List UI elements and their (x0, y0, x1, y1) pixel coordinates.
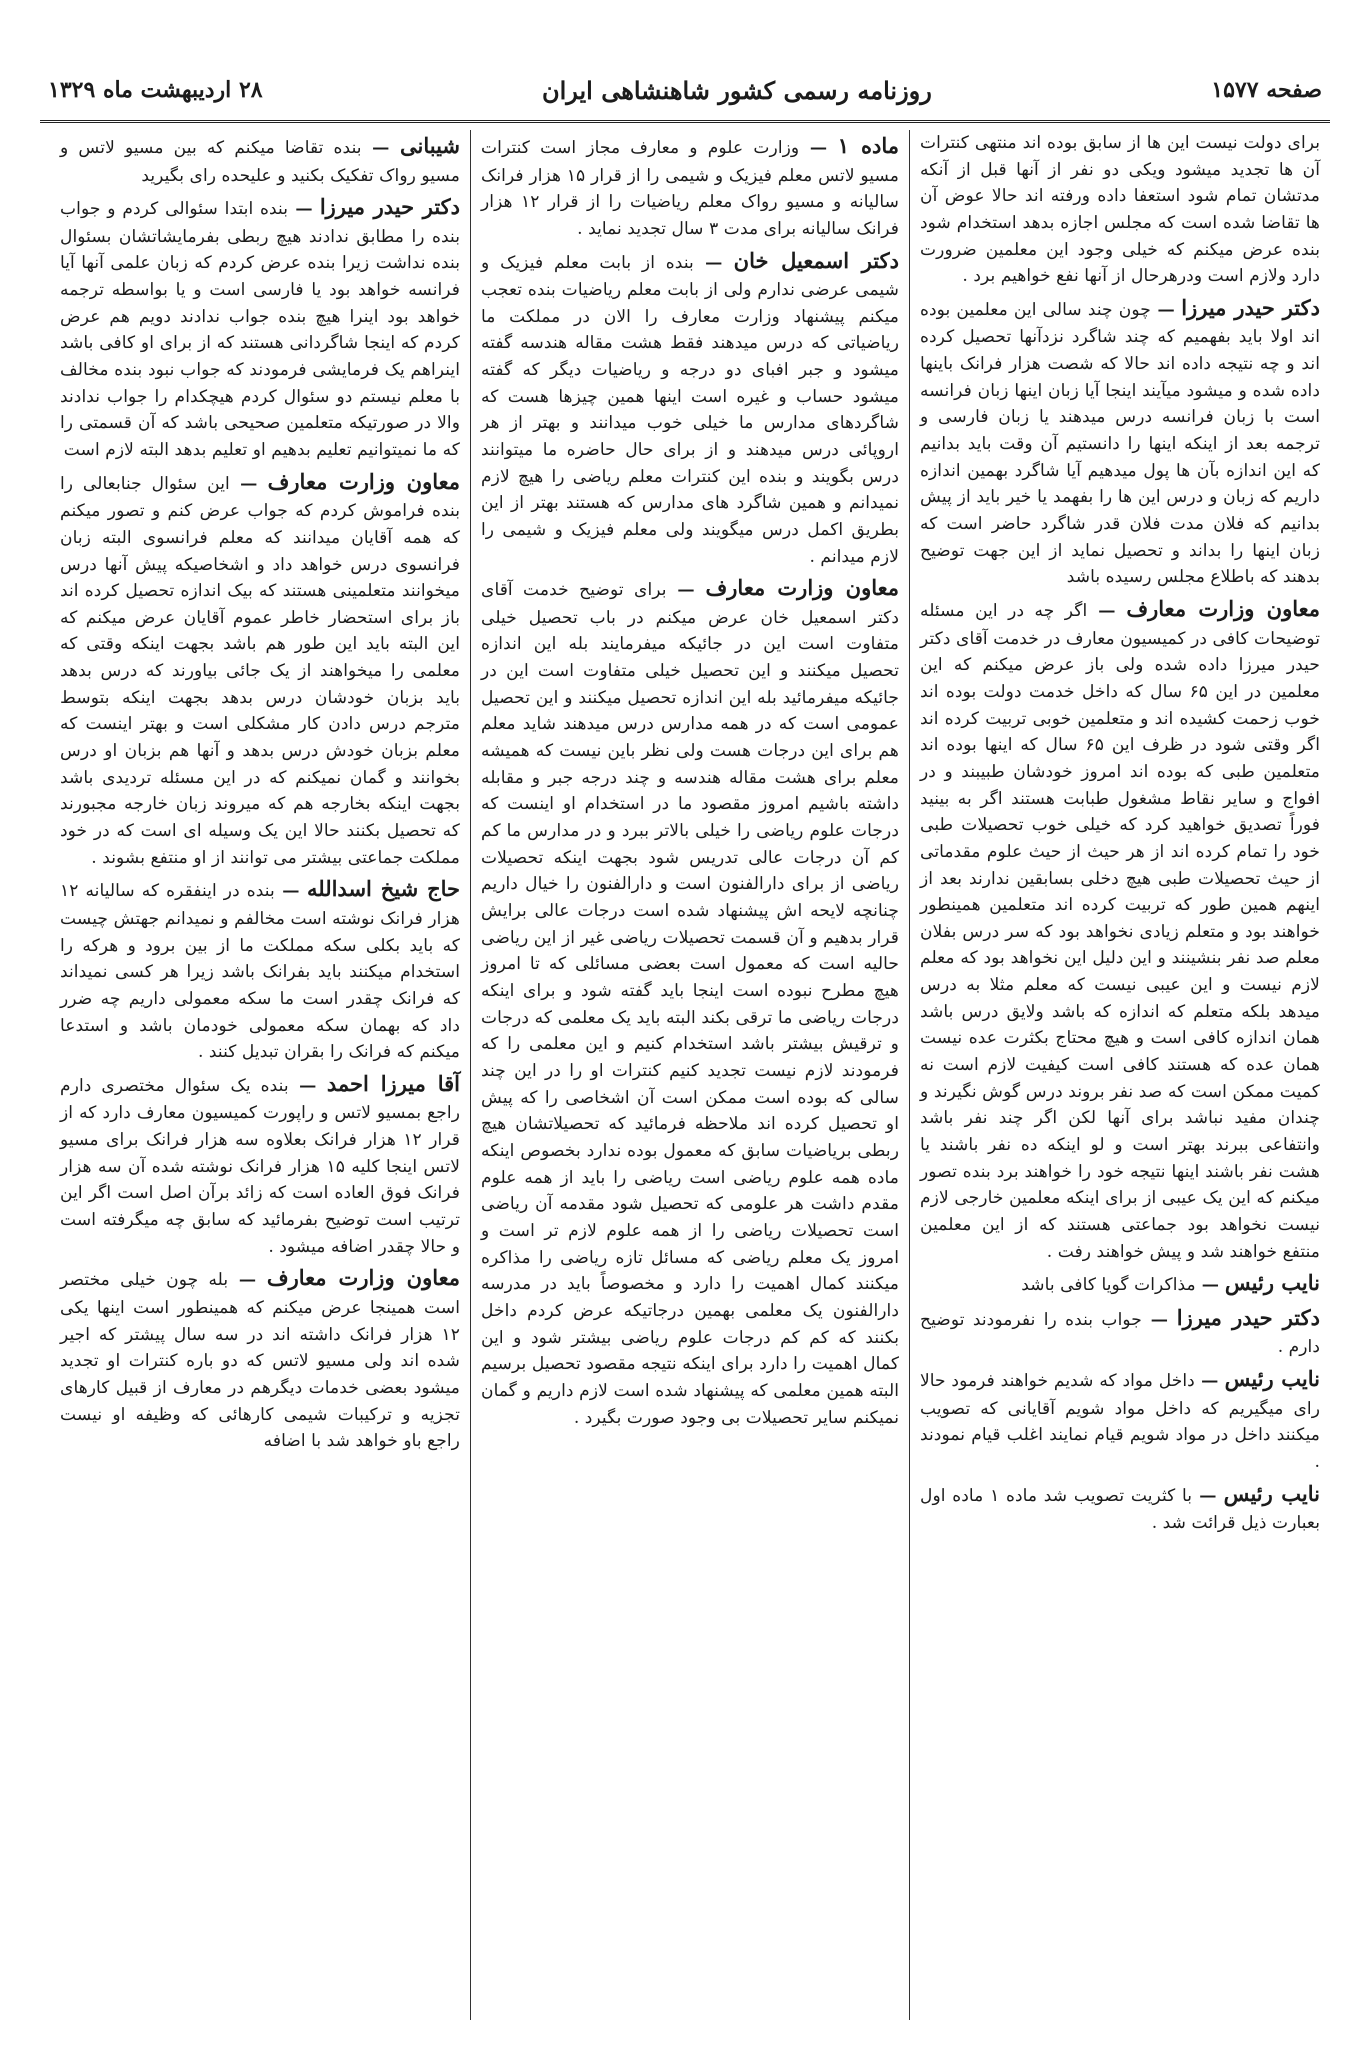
speaker-name: دکتر حیدر میرزا (1176, 1304, 1320, 1330)
speaker-name: حاج شیخ اسدالله (306, 876, 461, 902)
speech-text: برای دولت نیست این ها از سابق بوده اند منتهی کنترات آن ها تجدید میشود ویکی دو نفر از آنها قبل از آنکه مدتشان تمام شود استعفا داده ورفته اند حالا عوض آن ها تقاضا شده است که مجلس اجازه بدهد استخدام شود بنده عرض میکنم که خیلی وجود این معلمین ضرورت دارد ولازم است ودرهرحال از آنها نفع خواهیم برد . (920, 133, 1320, 287)
speech-text: برای توضیح خدمت آقای دکتر اسمعیل خان عرض میکنم در باب تحصیل خیلی متفاوت است این در جائیکه میفرمایند بله این اندازه تحصیل میکنند و این تحصیل خیلی متفاوت است این در جائیکه میفرمائید بله این اندازه تحصیل میکنند و این تحصیل عمومی است که در همه مدارس درس میدهند شاید معلم هم برای این درجات هست ولی نظر باین نیست که همیشه معلم برای هشت مقاله هندسه و چند درجه جبر و مقابله داشته باشیم امروز مقصود ما در استخدام او اینست که درجات علوم ریاضی را خیلی بالاتر ببرد و در مدارس ما کم کم آن درجات عالی تدریس شود بجهت اینکه تحصیلات ریاضی از برای دارالفنون است و دارالفنون را خیال داریم چنانچه لایحه اش پیشنهاد شده است درجات عالی برایش قرار بدهیم و آن قسمت تحصیلات ریاضی غیر از این ریاضی حالیه است که معمول است بعضی مسائلی که تا امروز هیچ مطرح نبوده است اینجا باید گفته شود و برای اینکه درجات ریاضی ما ترقی بکند البته باید یک معلمی که درجات و ترقیش بیشتر باشد استخدام کنیم و این معلمی را که فرمودند لازم نیست تجدید کنیم کنترات او را در این چند سالی که بوده است ممکن است آن اشخاصی را که پیش او تحصیل کرده اند ملاحظه فرمائید که تحصیلاتشان هیچ ربطی بریاضیات سابق که معمول بوده ندارد بخصوص اینکه ماده همه علوم ریاضی است ریاضی را باید از همه علوم مقدم داشت هر علومی که تحصیل شود مقدمه آن ریاضی است تحصیلات ریاضی را از همه علوم لازم تر است و امروز یک معلم ریاضی که مسائل تازه ریاضی را مذاکره میکنند کمال اهمیت را دارد و مخصوصاً باید در مدرسه دارالفنون یک معلمی بهمین درجاتیکه عرض کردم داخل بکنند که کم کم درجات علوم ریاضی بیشتر شود و این کمال اهمیت را دارد برای اینکه نتیجه مقصود تحصیل برسیم البته همین معلمی که پیشنهاد شده است لازم داریم و گمان نمیکنم سایر تحصیلات بی وجود صورت بگیرد . (481, 580, 899, 1428)
paragraph: معاون وزارت معارف — اگر چه در این مسئله توضیحات کافی در کمیسیون معارف در خدمت آقای دکتر حیدر میرزا داده شده ولی باز عرض میکنم که این معلمین در این ۶۵ سال که داخل خدمت دولت بوده اند خوب زحمت کشیده اند و متعلمین خوبی تربیت کرده اند اگر وقتی شود در ظرف این ۶۵ سال که اینها بوده اند متعلمین طبی که بوده اند امروز خودشان طبیبند و در افواج و سایر نقاط مشغول طبابت هستند اگر به بینید فوراً تصدیق خواهید کرد که خیلی خوب تحصیلات طبی خود را تمام کرده اند از هر حیث از حیث علوم مقدماتی از حیث تحصیلات طبی هیچ دخلی بسابقین ندارند بعد از اینهم همین طور که تربیت کرده اند متعلمین همینطور خواهند بود و متعلم زیادی نخواهد بود که سر درس بفلان معلم صد نفر بنشینند و این دلیل این نخواهد بود که معلم لازم نیست و این عیبی نیست که معلم مثلا به درس میدهد بلکه متعلم که اندازه که باشد ولایق درس باشد همان اندازه کافی است و هیچ محتاج بکثرت عده نیست همان عده که هستند کافی است کیفیت لازم است نه کمیت ممکن است که صد نفر بروند درس گوش نگیرند و چندان مفید نباشد برای آنها لکن اگر چند نفر باشد وانتفاعی ببرند بهتر است و لو اینکه ده نفر باشند یا هشت نفر باشند اینها نتیجه خود را خواهند برد بنده تصور میکنم که این یک عیبی از برای اینکه معلمین خارجی لازم نیست نخواهد بود جماعتی هستند که از این معلمین منتفع خواهند شد و پیش خواهند رفت . (920, 596, 1320, 1262)
speech-text: اگر چه در این مسئله توضیحات کافی در کمیسیون معارف در خدمت آقای دکتر حیدر میرزا داده شده ولی باز عرض میکنم که این معلمین در این ۶۵ سال که داخل خدمت دولت بوده اند خوب زحمت کشیده اند و متعلمین خوبی تربیت کرده اند اگر وقتی شود در ظرف این ۶۵ سال که اینها بوده اند متعلمین طبی که بوده اند امروز خودشان طبیبند و در افواج و سایر نقاط مشغول طبابت هستند اگر به بینید فوراً تصدیق خواهید کرد که خیلی خوب تحصیلات طبی خود را تمام کرده اند از هر حیث از حیث علوم مقدماتی از حیث تحصیلات طبی هیچ دخلی بسابقین ندارند بعد از اینهم همین طور که تربیت کرده اند متعلمین همینطور خواهند بود و متعلم زیادی نخواهد بود که سر درس بفلان معلم صد نفر بنشینند و این دلیل این نخواهد بود که معلم لازم نیست و این عیبی نیست که معلم مثلا به درس میدهد بلکه متعلم که اندازه که باشد ولایق درس باشد همان اندازه کافی است و هیچ محتاج بکثرت عده نیست همان عده که هستند کافی است کیفیت لازم است نه کمیت ممکن است که صد نفر بروند درس گوش نگیرند و چندان مفید نباشد برای آنها لکن اگر چند نفر باشد وانتفاعی ببرند بهتر است و لو اینکه ده نفر باشند یا هشت نفر باشند اینها نتیجه خود را خواهند برد بنده تصور میکنم که این یک عیبی از برای اینکه معلمین خارجی لازم نیست نخواهد بود جماعتی هستند که از این معلمین منتفع خواهند شد و پیش خواهند رفت . (920, 601, 1320, 1262)
page-header (40, 60, 1330, 123)
speech-text: بنده از بابت معلم فیزیک و شیمی عرضی ندارم ولی از بابت معلم ریاضیات بنده تعجب میکنم پیشنهاد وزارت معارف را الان در مملکت ما ریاضیاتی که درس میدهند فقط هشت مقاله هندسه گفته میشود و جبر افبای دو درجه و ریاضیات دیگر که گفته میشود حساب و غیره است اینها همین چیزها هست که شاگردهای مدارس ما خیلی خوب میدانند و بهتر از هر اروپائی درس میدهند و از برای حال حاضره ما میتوانند درس بگویند و بنده این کنترات معلم ریاضی را هیچ لازم نمیدانم و همین شاگرد های مدارس که هستند بهتر از این بطریق اکمل درس میگویند ولی معلم فیزیک و شیمی را لازم میدانم . (481, 252, 899, 567)
paragraph: دکتر حیدر میرزا — جواب بنده را نفرمودند توضیح دارم . (920, 1304, 1320, 1358)
paragraph: دکتر حیدر میرزا — بنده ابتدا سئوالی کردم و جواب بنده را مطابق ندادند هیچ ربطی بفرمایشاتشان بسئوال بنده نداشت زیرا بنده عرض کردم که زبان علمی آنها آیا فرانسه خواهد بود یا فارسی است و یا بواسطه ترجمه خواهد بود اینرا هیچ بنده جواب ندادند دویم هم عرض کردم که اینجا شاگردانی هستند که از برای او کافی باشد اینراهم یک فرمایشی فرمودند که جواب نبود بنده مخالف با معلم نیستم دو سئوال کردم هیچکدام را جواب ندادند والا در صورتیکه متعلمین صحیحی باشد که آن قسمتی را که ما نمیتوانیم تعلیم بدهیم او تعلیم بدهد البته لازم است (60, 194, 461, 460)
paragraph: ماده ۱ — وزارت علوم و معارف مجاز است کنترات مسیو لاتس معلم فیزیک و شیمی را از قرار ۱۵ هزار فرانک سالیانه و مسیو رواک معلم ریاضیات را از قرار ۱۲ هزار فرانک سالیانه برای مدت ۳ سال تجدید نماید . (481, 133, 900, 239)
speaker-name: شیبانی (399, 133, 461, 158)
column-left (50, 130, 470, 2020)
speaker-name: دکتر اسمعیل خان (733, 247, 899, 273)
page-number: صفحه ۱۵۷۷ (1211, 77, 1322, 103)
newspaper-title: روزنامه رسمی کشور شاهنشاهی ایران (541, 75, 932, 105)
speech-text: وزارت علوم و معارف مجاز است کنترات مسیو لاتس معلم فیزیک و شیمی را از قرار ۱۵ هزار فرانک سالیانه و مسیو رواک معلم ریاضیات را از قرار ۱۲ هزار فرانک سالیانه برای مدت ۳ سال تجدید نماید . (481, 138, 899, 239)
speech-text: با کثریت تصویب شد ماده ۱ ماده اول بعبارت ذیل قرائت شد . (920, 1485, 1320, 1534)
speech-text: چون چند سالی این معلمین بوده اند اولا باید بفهمیم که چند شاگرد نزدآنها تحصیل کرده اند و چه نتیجه داده اند حالا که شصت هزار فرانک باینها داده شده و میشود میآیند اینجا آیا زبان اینها زبان فرانسه است با زبان فرانسه درس میدهند یا زبان فارسی و ترجمه بعد از اینکه اینها را دانستیم آن وقت باید بدانیم که این اندازه بآن ها پول میدهیم آیا شاگرد بهمین اندازه داریم که زبان و درس این ها را بفهمد یا خیر باید از پیش بدانیم که فلان مدت فلان قدر شاگرد حاضر است که زبان اینها را بداند و تحصیل نماید از این جهت توضیح بدهند که باطلاع مجلس رسیده باشد (920, 299, 1320, 588)
speech-text: بنده ابتدا سئوالی کردم و جواب بنده را مطابق ندادند هیچ ربطی بفرمایشاتشان بسئوال بنده نداشت زیرا بنده عرض کردم که زبان علمی آنها آیا فرانسه خواهد بود یا فارسی است و یا بواسطه ترجمه خواهد بود اینرا هیچ بنده جواب ندادند دویم هم عرض کردم که اینجا شاگردانی هستند که از برای او کافی باشد اینراهم یک فرمایشی فرمودند که جواب نبود بنده مخالف با معلم نیستم دو سئوال کردم هیچکدام را جواب ندادند والا در صورتیکه متعلمین صحیحی باشد که آن قسمتی را که ما نمیتوانیم تعلیم بدهیم او تعلیم بدهد البته لازم است (60, 199, 460, 460)
speaker-name: معاون وزارت معارف (266, 1265, 460, 1291)
gazette-page (40, 60, 1330, 2020)
speech-text: بنده یک سئوال مختصری دارم راجع بمسیو لاتس و راپورت کمیسیون معارف دارد که از قرار ۱۲ هزار فرانک بعلاوه سه هزار فرانک برای مسیو لاتس اینجا کلیه ۱۵ هزار فرانک نوشته شده آن سه هزار فرانک فوق العاده است که زائد برآن اصل است اگر این ترتیب است توضیح بفرمائید که سابق چه میگرفته است و حالا چقدر اضافه میشود . (60, 1075, 460, 1257)
paragraph: نایب رئیس — با کثریت تصویب شد ماده ۱ ماده اول بعبارت ذیل قرائت شد . (920, 1480, 1321, 1534)
paragraph: نایب رئیس — داخل مواد که شدیم خواهند فرمود حالا رای میگیریم که داخل مواد شویم آقایانی که تصویب میکنند داخل در مواد شویم قیام نمایند اغلب قیام نمودند . (920, 1366, 1321, 1472)
paragraph: حاج شیخ اسدالله — بنده در اینفقره که سالیانه ۱۲ هزار فرانک نوشته است مخالفم و نمیدانم جهتش چیست که باید بکلی سکه مملکت ما از بین برود و هرکه را استخدام میکنند باید بفرانک باشد زیرا هر کسی نمیداند که فرانک چقدر است ما سکه معمولی داریم چه ضرر داد که بهمان سکه معمولی خودمان باشد و استدعا میکنم که فرانک را بقران تبدیل کنند . (60, 876, 461, 1063)
speech-text: داخل مواد که شدیم خواهند فرمود حالا رای میگیریم که داخل مواد شویم آقایانی که تصویب میکنند داخل در مواد شویم قیام نمایند اغلب قیام نمودند . (920, 1371, 1320, 1472)
speaker-name: معاون وزارت معارف (705, 575, 899, 601)
speaker-name: نایب رئیس (1224, 1366, 1321, 1392)
column-right (910, 130, 1330, 2020)
paragraph: معاون وزارت معارف — بله چون خیلی مختصر است همینجا عرض میکنم که همینطور است اینها یکی ۱۲ هزار فرانک داشته اند در سه سال پیشتر که اجیر شده اند ولی مسیو لاتس که دو باره کنترات او تجدید میشود بعضی خدمات دیگرهم در معارف از قبیل کارهای تجزیه و ترکیبات شیمی کارهائی که وظیفه او نیست راجع باو خواهد شد با اضافه (60, 1265, 460, 1452)
speaker-name: نایب رئیس (1223, 1480, 1321, 1506)
speaker-name: معاون وزارت معارف (267, 468, 461, 494)
column-middle (470, 130, 910, 2020)
speech-text: مذاکرات گویا کافی باشد (1021, 1275, 1196, 1296)
paragraph: شیبانی — بنده تقاضا میکنم که بین مسیو لاتس و مسیو رواک تفکیک بکنید و علیحده رای بگیرید (60, 133, 461, 186)
paragraph: نایب رئیس — مذاکرات گویا کافی باشد (1021, 1270, 1320, 1296)
paragraph: دکتر اسمعیل خان — بنده از بابت معلم فیزیک و شیمی عرضی ندارم ولی از بابت معلم ریاضیات بنده تعجب میکنم پیشنهاد وزارت معارف را الان در مملکت ما ریاضیاتی که درس میدهند فقط هشت مقاله هندسه گفته میشود و جبر افبای دو درجه و ریاضیات دیگر که گفته میشود حساب و غیره است اینها همین چیزها هست که شاگردهای مدارس ما خیلی خوب میدانند و بهتر از هر اروپائی درس میدهند و از برای حال حاضره ما میتوانند درس بگویند و بنده این کنترات معلم ریاضی را هیچ لازم نمیدانم و همین شاگرد های مدارس که هستند بهتر از این بطریق اکمل درس میگویند ولی معلم فیزیک و شیمی را لازم میدانم . (481, 247, 899, 567)
paragraph: معاون وزارت معارف — برای توضیح خدمت آقای دکتر اسمعیل خان عرض میکنم در باب تحصیل خیلی متفاوت است این در جائیکه میفرمایند بله این اندازه تحصیل میکنند و این تحصیل خیلی متفاوت است این در جائیکه میفرمائید بله این اندازه تحصیل میکنند و این تحصیل عمومی است که در همه مدارس درس میدهند شاید معلم هم برای این درجات هست ولی نظر باین نیست که همیشه معلم برای هشت مقاله هندسه و چند درجه جبر و مقابله داشته باشیم امروز مقصود ما در استخدام او اینست که درجات علوم ریاضی را خیلی بالاتر ببرد و در مدارس ما کم کم آن درجات عالی تدریس شود بجهت اینکه تحصیلات ریاضی از برای دارالفنون است و دارالفنون را خیال داریم چنانچه لایحه اش پیشنهاد شده است درجات عالی برایش قرار بدهیم و آن قسمت تحصیلات ریاضی غیر از این ریاضی حالیه است که معمول است بعضی مسائلی که تا امروز هیچ مطرح نبوده است اینجا باید گفته شود و برای اینکه درجات ریاضی ما ترقی بکند البته باید یک معلمی که درجات و ترقیش بیشتر باشد استخدام کنیم و این معلمی را که فرمودند لازم نیست تجدید کنیم کنترات او را در این چند سالی که بوده است ممکن است آن اشخاصی را که پیش او تحصیل کرده اند ملاحظه فرمائید که تحصیلاتشان هیچ ربطی بریاضیات سابق که معمول بوده ندارد بخصوص اینکه ماده همه علوم ریاضی است ریاضی را باید از همه علوم مقدم داشت هر علومی که تحصیل شود مقدمه آن ریاضی است تحصیلات ریاضی را از همه علوم لازم تر است و امروز یک معلم ریاضی که مسائل تازه ریاضی را مذاکره میکنند کمال اهمیت را دارد و مخصوصاً باید در مدرسه دارالفنون یک معلمی بهمین درجاتیکه عرض کردم داخل بکنند که کم کم درجات علوم ریاضی بیشتر شود و این کمال اهمیت را دارد برای اینکه نتیجه مقصود تحصیل برسیم البته همین معلمی که پیشنهاد شده است لازم داریم و گمان نمیکنم سایر تحصیلات بی وجود صورت بگیرد . (481, 575, 899, 1428)
speaker-name: دکتر حیدر میرزا (319, 194, 461, 220)
paragraph: معاون وزارت معارف — این سئوال جنابعالی را بنده فراموش کردم که جواب عرض کنم و تصور میکنم که همه آقایان میدانند که معلم فرانسوی البته زبان فرانسوی درس خواهد داد و اشخاصیکه پیش آنها درس میخوانند متعلمینی هستند که بیک اندازه تحصیل کرده اند باز برای استحضار خاطر عموم آقایان عرض میکنم که این البته باید این طور هم باشد بجهت اینکه وقتی که معلمی را میخواهند از یک جائی بیاورند که درس بدهد باید بزبان خودشان درس بدهد بجهت اینکه بتوسط مترجم درس دادن کار مشکلی است و بهتر اینست که معلم بزبان خودش درس بدهد و آنها هم بزبان او درس بخوانند و گمان نمیکنم که در این مسئله تردیدی باشد بجهت اینکه بخارجه هم که میروند زبان خارجه مجبورند که تحصیل بکنند حالا این یک وسیله ای است که در خود مملکت جماعتی بیشتر می توانند از او منتفع بشوند . (60, 468, 461, 868)
speech-text: این سئوال جنابعالی را بنده فراموش کردم که جواب عرض کنم و تصور میکنم که همه آقایان میدانند که معلم فرانسوی البته زبان فرانسوی درس خواهد داد و اشخاصیکه پیش آنها درس میخوانند متعلمینی هستند که بیک اندازه تحصیل کرده اند باز برای استحضار خاطر عموم آقایان عرض میکنم که این البته باید این طور هم باشد بجهت اینکه وقتی که معلمی را میخواهند از یک جائی بیاورند که درس بدهد باید بزبان خودشان درس بدهد بجهت اینکه بتوسط مترجم درس دادن کار مشکلی است و بهتر اینست که معلم بزبان خودش درس بدهد و آنها هم بزبان او درس بخوانند و گمان نمیکنم که در این مسئله تردیدی باشد بجهت اینکه بخارجه هم که میروند زبان خارجه مجبورند که تحصیل بکنند حالا این یک وسیله ای است که در خود مملکت جماعتی بیشتر می توانند از او منتفع بشوند . (60, 473, 460, 868)
speaker-name: آقا میرزا احمد (326, 1070, 461, 1096)
speaker-name: معاون وزارت معارف (1126, 596, 1320, 622)
speech-text: بنده در اینفقره که سالیانه ۱۲ هزار فرانک نوشته است مخالفم و نمیدانم جهتش چیست که باید بکلی سکه مملکت ما از بین برود و هرکه را استخدام میکنند باید بفرانک باشد زیرا هر کسی نمیداند که فرانک چقدر است ما سکه معمولی داریم چه ضرر داد که بهمان سکه معمولی خودمان باشد و استدعا میکنم که فرانک را بقران تبدیل کنند . (60, 881, 460, 1063)
text-columns (40, 130, 1330, 2020)
issue-date: ۲۸ اردیبهشت ماه ۱۳۲۹ (48, 77, 263, 103)
paragraph: دکتر حیدر میرزا — چون چند سالی این معلمین بوده اند اولا باید بفهمیم که چند شاگرد نزدآنها تحصیل کرده اند و چه نتیجه داده اند حالا که شصت هزار فرانک باینها داده شده و میشود میآیند اینجا آیا زبان اینها زبان فرانسه است با زبان فرانسه درس میدهند یا زبان فارسی و ترجمه بعد از اینکه اینها را دانستیم آن وقت باید بدانیم که این اندازه بآن ها پول میدهیم آیا شاگرد بهمین اندازه داریم که زبان و درس این ها را بفهمد یا خیر باید از پیش بدانیم که فلان مدت فلان قدر شاگرد حاضر است که زبان اینها را بداند و تحصیل نماید از این جهت توضیح بدهند که باطلاع مجلس رسیده باشد (920, 294, 1320, 588)
paragraph: آقا میرزا احمد — بنده یک سئوال مختصری دارم راجع بمسیو لاتس و راپورت کمیسیون معارف دارد که از قرار ۱۲ هزار فرانک بعلاوه سه هزار فرانک برای مسیو لاتس اینجا کلیه ۱۵ هزار فرانک نوشته شده آن سه هزار فرانک فوق العاده است که زائد برآن اصل است اگر این ترتیب است توضیح بفرمائید که سابق چه میگرفته است و حالا چقدر اضافه میشود . (60, 1070, 461, 1257)
speech-text: بنده تقاضا میکنم که بین مسیو لاتس و مسیو رواک تفکیک بکنید و علیحده رای بگیرید (60, 138, 460, 186)
speech-text: جواب بنده را نفرمودند توضیح دارم . (920, 1309, 1320, 1358)
speaker-name: دکتر حیدر میرزا (1181, 294, 1320, 320)
speech-text: بله چون خیلی مختصر است همینجا عرض میکنم که همینطور است اینها یکی ۱۲ هزار فرانک داشته اند در سه سال پیشتر که اجیر شده اند ولی مسیو لاتس که دو باره کنترات او تجدید میشود بعضی خدمات دیگرهم در معارف از قبیل کارهای تجزیه و ترکیبات شیمی کارهائی که وظیفه او نیست راجع باو خواهد شد با اضافه (60, 1270, 460, 1452)
paragraph (920, 130, 1320, 290)
speaker-name: نایب رئیس (1224, 1270, 1320, 1296)
speaker-name: ماده ۱ (837, 133, 900, 158)
